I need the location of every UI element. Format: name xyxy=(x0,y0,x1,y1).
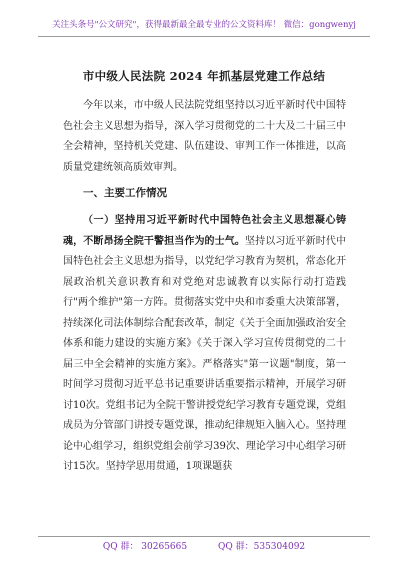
body-paragraph xyxy=(63,211,346,531)
subsection-heading: （一）坚持用习近平新时代中国特色社会主义思想凝心铸魂，不断昂扬全院干警担当作为的士气。 xyxy=(63,215,346,247)
intro-paragraph: 今年以来，市中级人民法院党组坚持以习近平新时代中国特色社会主义思想为指导，深入学习贯彻党的二十大及二十届三中全会精神，坚持机关党建、队伍建设、审判工作一体推进，以高质量党建统领高质效审判。 xyxy=(63,100,346,173)
footer-qq-group-2: QQ 群：535304092 xyxy=(218,542,306,552)
header-banner: 关注头条号"公文研究"，获得最新最全最专业的公文资料库！ 微信：gongwenyj xyxy=(52,20,356,30)
footer-qq-group-1: QQ 群： 30265665 xyxy=(102,542,188,552)
header-divider xyxy=(38,36,370,37)
footer-divider xyxy=(38,536,370,537)
section-heading: 一、主要工作情况 xyxy=(83,187,167,199)
footer xyxy=(0,539,408,552)
body-text: 坚持以习近平新时代中国特色社会主义思想为指导，以党纪学习教育为契机，常态化开展政治机关意识教育和对党绝对忠诚教育以实际行动打造践行"两个维护"第一方阵。贯彻落实党中央和市委重大决策部署，持续深化司法体制综合配套改革，制定《关于全面加强政治安全体系和能力建设的实施方案》《关于深入学习宣传贯彻党的二十届三中全会精神的实施方案》。严格落实"第一议题"制度，第一时间学习贯彻习近平总书记重要讲话重要指示精神，开展学习研讨10次。党组书记为全院干警讲授党纪学习教育专题党课，党组成员为分管部门讲授专题党课，推动纪律规矩入脑入心。坚持理论中心组学习，组织党组会前学习39次、理论学习中心组学习研讨15次。坚持学思用贯通，1项课题获 xyxy=(63,235,346,472)
document-title: 市中级人民法院 2024 年抓基层党建工作总结 xyxy=(82,69,326,83)
